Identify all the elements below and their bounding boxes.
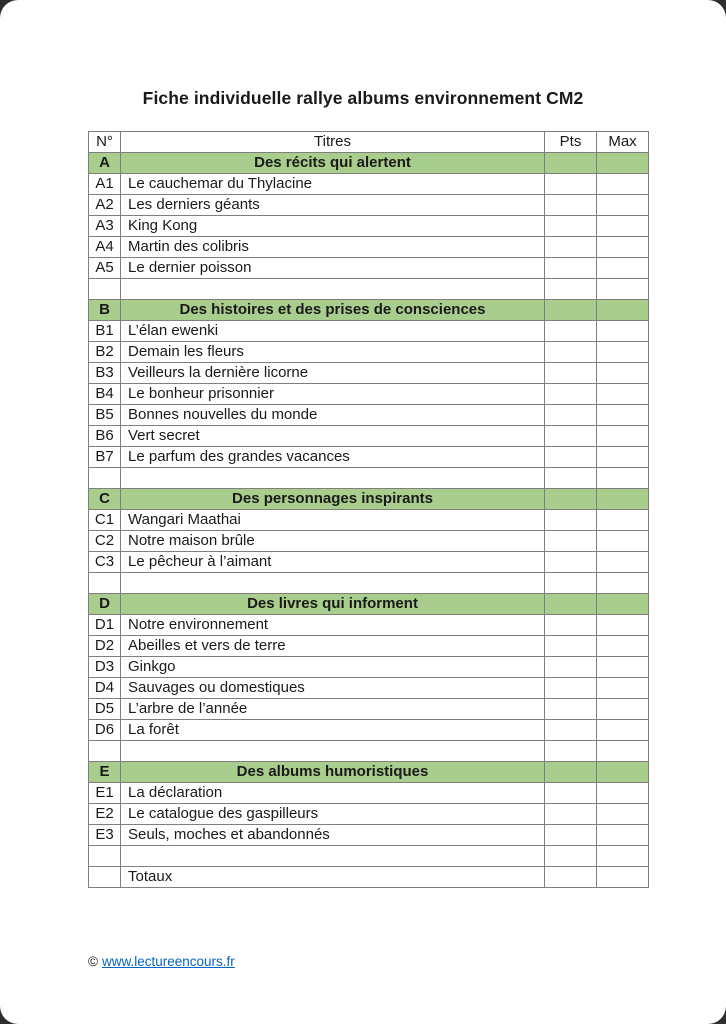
max-cell — [597, 552, 649, 573]
spacer-title — [121, 741, 545, 762]
spacer-max — [597, 741, 649, 762]
book-code: B5 — [89, 405, 121, 426]
max-cell — [597, 342, 649, 363]
pts-cell — [545, 531, 597, 552]
section-title: Des personnages inspirants — [121, 489, 545, 510]
section-code: E — [89, 762, 121, 783]
spacer-title — [121, 279, 545, 300]
book-row — [89, 447, 649, 468]
book-code: B1 — [89, 321, 121, 342]
book-row — [89, 216, 649, 237]
max-cell — [597, 195, 649, 216]
book-row — [89, 321, 649, 342]
section-code: C — [89, 489, 121, 510]
book-code: B6 — [89, 426, 121, 447]
book-row — [89, 405, 649, 426]
book-row — [89, 384, 649, 405]
spacer-pts — [545, 468, 597, 489]
table-header-row — [89, 132, 649, 153]
section-title: Des récits qui alertent — [121, 153, 545, 174]
pts-cell — [545, 804, 597, 825]
book-code: D6 — [89, 720, 121, 741]
max-cell — [597, 699, 649, 720]
book-title: L’arbre de l’année — [121, 699, 545, 720]
pts-cell — [545, 342, 597, 363]
pts-cell — [545, 762, 597, 783]
max-cell — [597, 783, 649, 804]
spacer-title — [121, 468, 545, 489]
max-cell — [597, 594, 649, 615]
max-cell — [597, 615, 649, 636]
book-title: L’élan ewenki — [121, 321, 545, 342]
spacer-row — [89, 846, 649, 867]
book-code: B3 — [89, 363, 121, 384]
book-title: Le bonheur prisonnier — [121, 384, 545, 405]
section-title: Des histoires et des prises de consciences — [121, 300, 545, 321]
pts-cell — [545, 699, 597, 720]
header-titles: Titres — [121, 132, 545, 153]
book-code: A1 — [89, 174, 121, 195]
max-cell — [597, 237, 649, 258]
book-row — [89, 636, 649, 657]
pts-cell — [545, 258, 597, 279]
book-title: Vert secret — [121, 426, 545, 447]
book-title: Ginkgo — [121, 657, 545, 678]
book-title: Sauvages ou domestiques — [121, 678, 545, 699]
spacer-title — [121, 573, 545, 594]
section-header-row — [89, 489, 649, 510]
book-title: Le parfum des grandes vacances — [121, 447, 545, 468]
max-cell — [597, 636, 649, 657]
max-cell — [597, 426, 649, 447]
pts-cell — [545, 237, 597, 258]
spacer-pts — [545, 279, 597, 300]
book-code: E1 — [89, 783, 121, 804]
book-code: A5 — [89, 258, 121, 279]
spacer-title — [121, 846, 545, 867]
spacer-max — [597, 846, 649, 867]
book-code: C1 — [89, 510, 121, 531]
max-cell — [597, 363, 649, 384]
spacer-max — [597, 573, 649, 594]
book-row — [89, 657, 649, 678]
spacer-num — [89, 846, 121, 867]
max-cell — [597, 216, 649, 237]
spacer-num — [89, 468, 121, 489]
max-cell — [597, 405, 649, 426]
pts-cell — [545, 867, 597, 888]
spacer-pts — [545, 846, 597, 867]
section-code: A — [89, 153, 121, 174]
section-title: Des albums humoristiques — [121, 762, 545, 783]
spacer-num — [89, 573, 121, 594]
totals-num — [89, 867, 121, 888]
book-row — [89, 825, 649, 846]
book-row — [89, 615, 649, 636]
book-title: King Kong — [121, 216, 545, 237]
spacer-num — [89, 279, 121, 300]
pts-cell — [545, 657, 597, 678]
book-code: C2 — [89, 531, 121, 552]
section-header-row — [89, 762, 649, 783]
book-title: Seuls, moches et abandonnés — [121, 825, 545, 846]
pts-cell — [545, 216, 597, 237]
pts-cell — [545, 321, 597, 342]
book-title: Le dernier poisson — [121, 258, 545, 279]
spacer-row — [89, 573, 649, 594]
book-code: D1 — [89, 615, 121, 636]
book-title: Notre maison brûle — [121, 531, 545, 552]
book-code: E3 — [89, 825, 121, 846]
book-title: Le catalogue des gaspilleurs — [121, 804, 545, 825]
pts-cell — [545, 195, 597, 216]
book-code: D5 — [89, 699, 121, 720]
book-row — [89, 699, 649, 720]
book-code: A4 — [89, 237, 121, 258]
book-row — [89, 363, 649, 384]
book-code: D3 — [89, 657, 121, 678]
book-row — [89, 804, 649, 825]
book-title: Bonnes nouvelles du monde — [121, 405, 545, 426]
header-pts: Pts — [545, 132, 597, 153]
pts-cell — [545, 384, 597, 405]
max-cell — [597, 447, 649, 468]
book-title: Demain les fleurs — [121, 342, 545, 363]
max-cell — [597, 720, 649, 741]
max-cell — [597, 321, 649, 342]
copyright-symbol: © — [88, 954, 98, 969]
max-cell — [597, 678, 649, 699]
pts-cell — [545, 678, 597, 699]
book-title: Le pêcheur à l’aimant — [121, 552, 545, 573]
book-row — [89, 174, 649, 195]
book-row — [89, 237, 649, 258]
pts-cell — [545, 510, 597, 531]
page-title: Fiche individuelle rallye albums environnement CM2 — [142, 88, 584, 108]
book-title: Le cauchemar du Thylacine — [121, 174, 545, 195]
max-cell — [597, 384, 649, 405]
book-code: C3 — [89, 552, 121, 573]
footer-link[interactable]: www.lectureencours.fr — [101, 954, 235, 969]
book-code: A2 — [89, 195, 121, 216]
score-table — [88, 131, 649, 888]
book-row — [89, 342, 649, 363]
book-row — [89, 678, 649, 699]
pts-cell — [545, 153, 597, 174]
max-cell — [597, 867, 649, 888]
pts-cell — [545, 783, 597, 804]
pts-cell — [545, 594, 597, 615]
pts-cell — [545, 405, 597, 426]
spacer-row — [89, 741, 649, 762]
max-cell — [597, 762, 649, 783]
book-row — [89, 510, 649, 531]
spacer-row — [89, 468, 649, 489]
pts-cell — [545, 552, 597, 573]
section-code: B — [89, 300, 121, 321]
section-title: Des livres qui informent — [121, 594, 545, 615]
spacer-pts — [545, 741, 597, 762]
book-row — [89, 258, 649, 279]
book-title: Les derniers géants — [121, 195, 545, 216]
book-title: Abeilles et vers de terre — [121, 636, 545, 657]
max-cell — [597, 825, 649, 846]
book-title: Veilleurs la dernière licorne — [121, 363, 545, 384]
pts-cell — [545, 636, 597, 657]
book-row — [89, 552, 649, 573]
max-cell — [597, 657, 649, 678]
book-code: D2 — [89, 636, 121, 657]
section-header-row — [89, 300, 649, 321]
section-code: D — [89, 594, 121, 615]
book-title: Wangari Maathai — [121, 510, 545, 531]
max-cell — [597, 531, 649, 552]
book-row — [89, 195, 649, 216]
book-row — [89, 426, 649, 447]
spacer-max — [597, 468, 649, 489]
totals-row — [89, 867, 649, 888]
book-code: A3 — [89, 216, 121, 237]
max-cell — [597, 258, 649, 279]
book-title: Martin des colibris — [121, 237, 545, 258]
pts-cell — [545, 447, 597, 468]
table-body — [89, 153, 649, 888]
pts-cell — [545, 300, 597, 321]
max-cell — [597, 153, 649, 174]
book-code: D4 — [89, 678, 121, 699]
pts-cell — [545, 363, 597, 384]
section-header-row — [89, 153, 649, 174]
pts-cell — [545, 720, 597, 741]
book-code: B2 — [89, 342, 121, 363]
book-row — [89, 720, 649, 741]
footer — [88, 954, 726, 969]
pts-cell — [545, 489, 597, 510]
book-title: La forêt — [121, 720, 545, 741]
book-title: Notre environnement — [121, 615, 545, 636]
max-cell — [597, 489, 649, 510]
book-row — [89, 783, 649, 804]
totals-label: Totaux — [121, 867, 545, 888]
max-cell — [597, 510, 649, 531]
spacer-max — [597, 279, 649, 300]
spacer-pts — [545, 573, 597, 594]
book-title: La déclaration — [121, 783, 545, 804]
pts-cell — [545, 174, 597, 195]
book-code: B4 — [89, 384, 121, 405]
spacer-row — [89, 279, 649, 300]
book-code: E2 — [89, 804, 121, 825]
section-header-row — [89, 594, 649, 615]
max-cell — [597, 804, 649, 825]
max-cell — [597, 174, 649, 195]
book-code: B7 — [89, 447, 121, 468]
pts-cell — [545, 426, 597, 447]
header-num: N° — [89, 132, 121, 153]
header-max: Max — [597, 132, 649, 153]
book-row — [89, 531, 649, 552]
spacer-num — [89, 741, 121, 762]
max-cell — [597, 300, 649, 321]
pts-cell — [545, 825, 597, 846]
pts-cell — [545, 615, 597, 636]
